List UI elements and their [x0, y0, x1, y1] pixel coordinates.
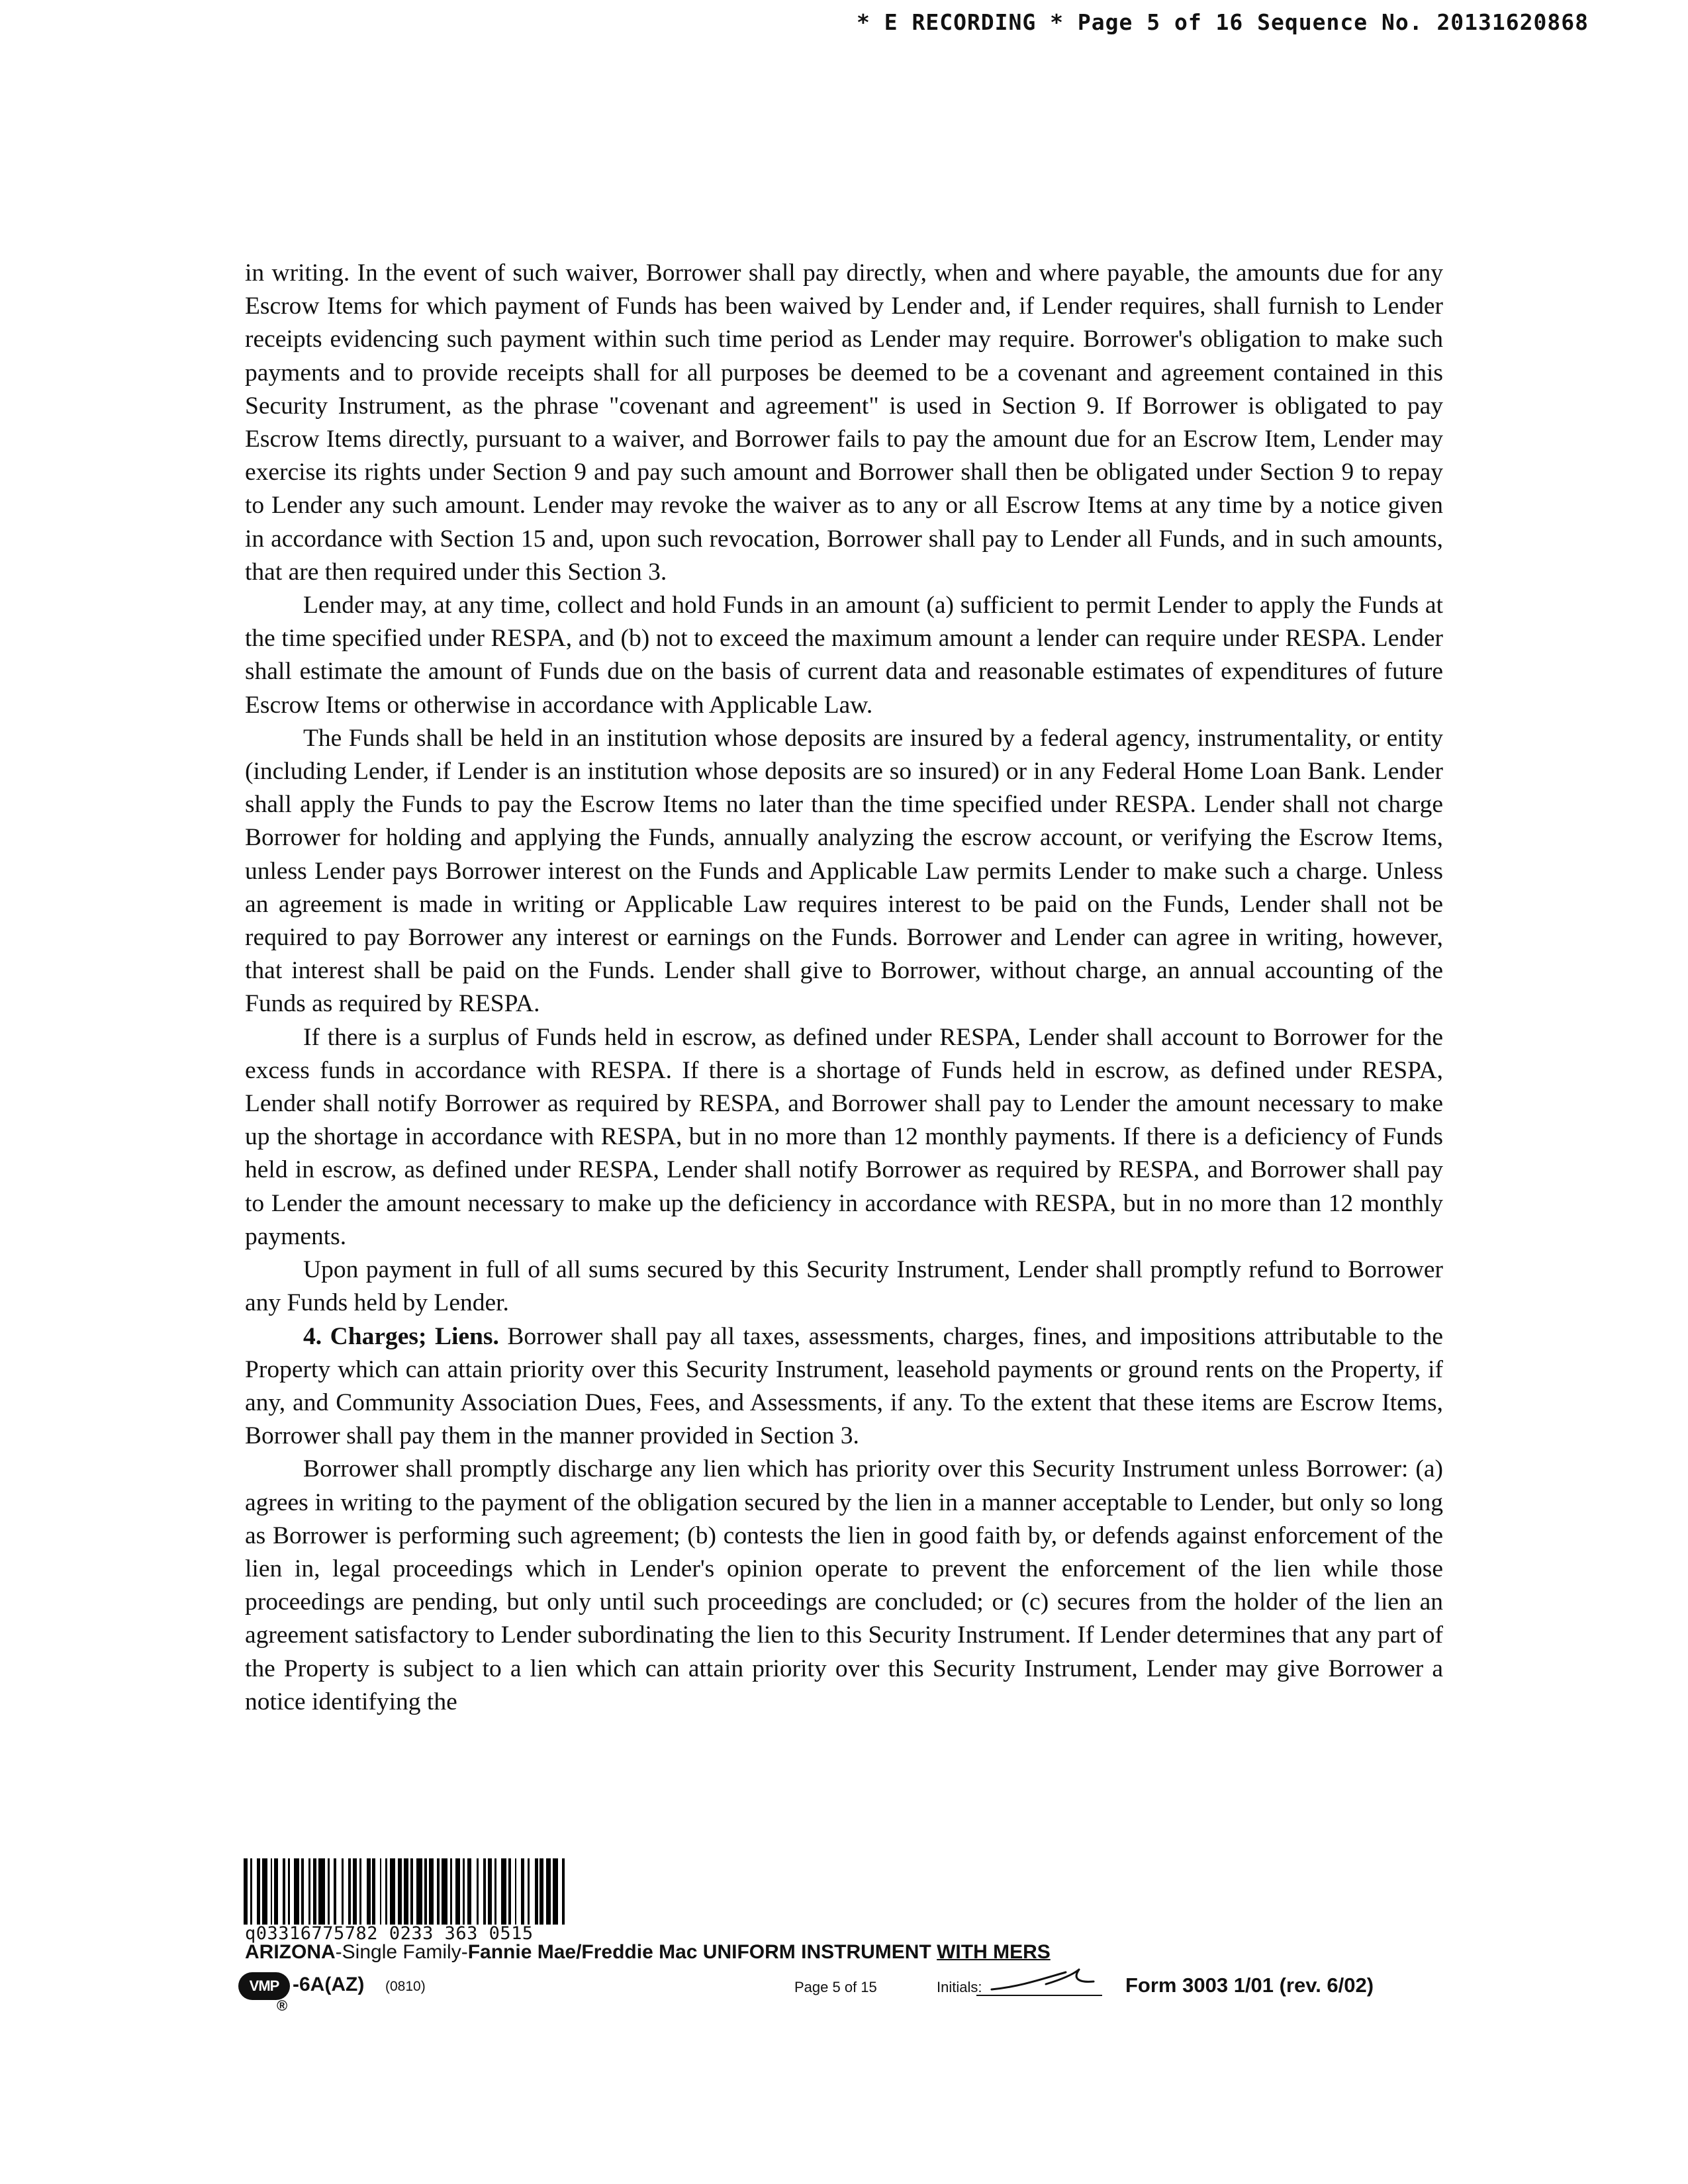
barcode-bar [442, 1858, 447, 1925]
barcode-bar [416, 1858, 422, 1925]
barcode-bar [501, 1858, 506, 1925]
form-title [245, 1941, 1436, 1964]
form-title-mers: WITH MERS [937, 1941, 1051, 1963]
initials-label: Initials: [937, 1979, 982, 1995]
barcode-gap [565, 1858, 567, 1925]
barcode-number: q03316775782 0233 363 0515 [245, 1923, 534, 1944]
paragraph: Borrower shall promptly discharge any lien which has priority over this Security Instrument unless Borrower: (a) agrees in writing to the payment of the obligation secured by the lien in a manner acceptable to Lender, but only so long as Borrower is performing such agreement; (b) contests the lien in good faith by, or defends against enforcement of the lien in, legal proceedings which in Lender's opinion operate to prevent the enforcement of the lien while those proceedings are pending, but only until such proceedings are concluded; or (c) secures from the holder of the lien an agreement satisfactory to Lender subordinating the lien to this Security Instrument. If Lender determines that any part of the Property is subject to a lien which can attain priority over this Security Instrument, Lender may give Borrower a notice identifying the [245, 1455, 1443, 1715]
paragraph: The Funds shall be held in an institution whose deposits are insured by a federal agency, instrumentality, or entity (including Lender, if Lender is an institution whose deposits are so insured) or in any Federal Home Loan Bank. Lender shall apply the Funds to pay the Escrow Items no later than the time specified under RESPA. Lender shall not charge Borrower for holding and applying the Funds, annually analyzing the escrow account, or verifying the Escrow Items, unless Lender pays Borrower interest on the Funds and Applicable Law permits Lender to make such a charge. Unless an agreement is made in writing or Applicable Law requires interest to be paid on the Funds, Lender shall not be required to pay Borrower any interest or earnings on the Funds. Borrower and Lender can agree in writing, however, that interest shall be paid on the Funds. Lender shall give to Borrower, without charge, an annual accounting of the Funds as required by RESPA. [245, 724, 1443, 1018]
barcode-gap [304, 1858, 308, 1925]
barcode-gap [361, 1858, 367, 1925]
barcode-gap [344, 1858, 348, 1925]
barcode-bar [294, 1858, 299, 1925]
vmp-logo: VMP [238, 1972, 290, 2000]
barcode-gap [252, 1858, 257, 1925]
section-heading: 4. Charges; Liens. [303, 1322, 499, 1350]
paragraph: Upon payment in full of all sums secured by this Security Instrument, Lender shall promptly refund to Borrower any Funds held by Lender. [245, 1256, 1443, 1317]
paragraph: Lender may, at any time, collect and hold Funds in an amount (a) sufficient to permit Lender to apply the Funds at the time specified under RESPA, and (b) not to exceed the maximum amount a lender can require under RESPA. Lender shall estimate the amount of Funds due on the basis of current data and reasonable estimates of expenditures of future Escrow Items or otherwise in accordance with Applicable Law. [245, 592, 1443, 719]
page-number: Page 5 of 15 [794, 1979, 877, 1995]
barcode [244, 1858, 710, 1925]
paragraph-text: Borrower shall pay all taxes, assessments, charges, fines, and impositions attributable to the Property which can attain priority over this Security Instrument, leasehold payments or ground rents on the Property, if any, and Community Association Dues, Fees, and Assessments, if any. To the extent that these items are Escrow Items, Borrower shall pay them in the manner provided in Section 3. [245, 1322, 1443, 1450]
barcode-gap [516, 1858, 521, 1925]
barcode-bar [553, 1858, 558, 1925]
barcode-gap [278, 1858, 283, 1925]
barcode-bar [318, 1858, 325, 1925]
form-title-state: ARIZONA [245, 1941, 336, 1963]
initials-signature [980, 1967, 1105, 1996]
paragraph-charges-liens [245, 1320, 1443, 1453]
barcode-gap [336, 1858, 342, 1925]
barcode-gap [471, 1858, 477, 1925]
form-footer [238, 1972, 1443, 2019]
recording-header: * E RECORDING * Page 5 of 16 Sequence No. 20131620868 [857, 9, 1589, 35]
barcode-gap [496, 1858, 501, 1925]
form-title-type: -Single Family- [335, 1941, 468, 1963]
barcode-gap [375, 1858, 380, 1925]
paragraph: in writing. In the event of such waiver, Borrower shall pay directly, when and where payable, the amounts due for any Escrow Items for which payment of Funds has been waived by Lender and, if Lender requires, shall furnish to Lender receipts evidencing such payment within such time period as Lender may require. Borrower's obligation to make such payments and to provide receipts shall for all purposes be deemed to be a covenant and agreement contained in this Security Instrument, as the phrase "covenant and agreement" is used in Section 9. If Borrower is obligated to pay Escrow Items directly, pursuant to a waiver, and Borrower fails to pay the amount due for an Escrow Item, Lender may exercise its rights under Section 9 and pay such amount and Borrower shall then be obligated under Section 9 to repay to Lender any such amount. Lender may revoke the waiver as to any or all Escrow Items at any time by a notice given in accordance with Section 15 and, upon such revocation, Borrower shall pay to Lender all Funds, and in such amounts, that are then required under this Section 3. [245, 259, 1443, 586]
form-title-instrument: UNIFORM INSTRUMENT [697, 1941, 937, 1963]
paragraph: If there is a surplus of Funds held in escrow, as defined under RESPA, Lender shall account to Borrower for the excess funds in accordance with RESPA. If there is a shortage of Funds held in escrow, as defined under RESPA, Lender shall notify Borrower as required by RESPA, and Borrower shall pay to Lender the amount necessary to make up the shortage in accordance with RESPA, but in no more than 12 monthly payments. If there is a deficiency of Funds held in escrow, as defined under RESPA, Lender shall notify Borrower as required by RESPA, and Borrower shall pay to Lender the amount necessary to make up the deficiency in accordance with RESPA, but in no more than 12 monthly payments. [245, 1023, 1443, 1250]
barcode-bar [429, 1858, 434, 1925]
form-code: -6A(AZ) [293, 1974, 365, 1995]
barcode-bar [455, 1858, 460, 1925]
form-number: Form 3003 1/01 (rev. 6/02) [1125, 1974, 1374, 1997]
barcode-bar [390, 1858, 395, 1925]
barcode-gap [530, 1858, 535, 1925]
barcode-bar [546, 1858, 551, 1925]
barcode-gap [479, 1858, 483, 1925]
registered-mark: ® [277, 1997, 288, 2014]
document-body [245, 257, 1443, 1719]
form-title-issuer: Fannie Mae/Freddie Mac [467, 1941, 698, 1963]
form-revision: (0810) [385, 1979, 426, 1994]
barcode-bar [404, 1858, 408, 1925]
barcode-bar [262, 1858, 267, 1925]
